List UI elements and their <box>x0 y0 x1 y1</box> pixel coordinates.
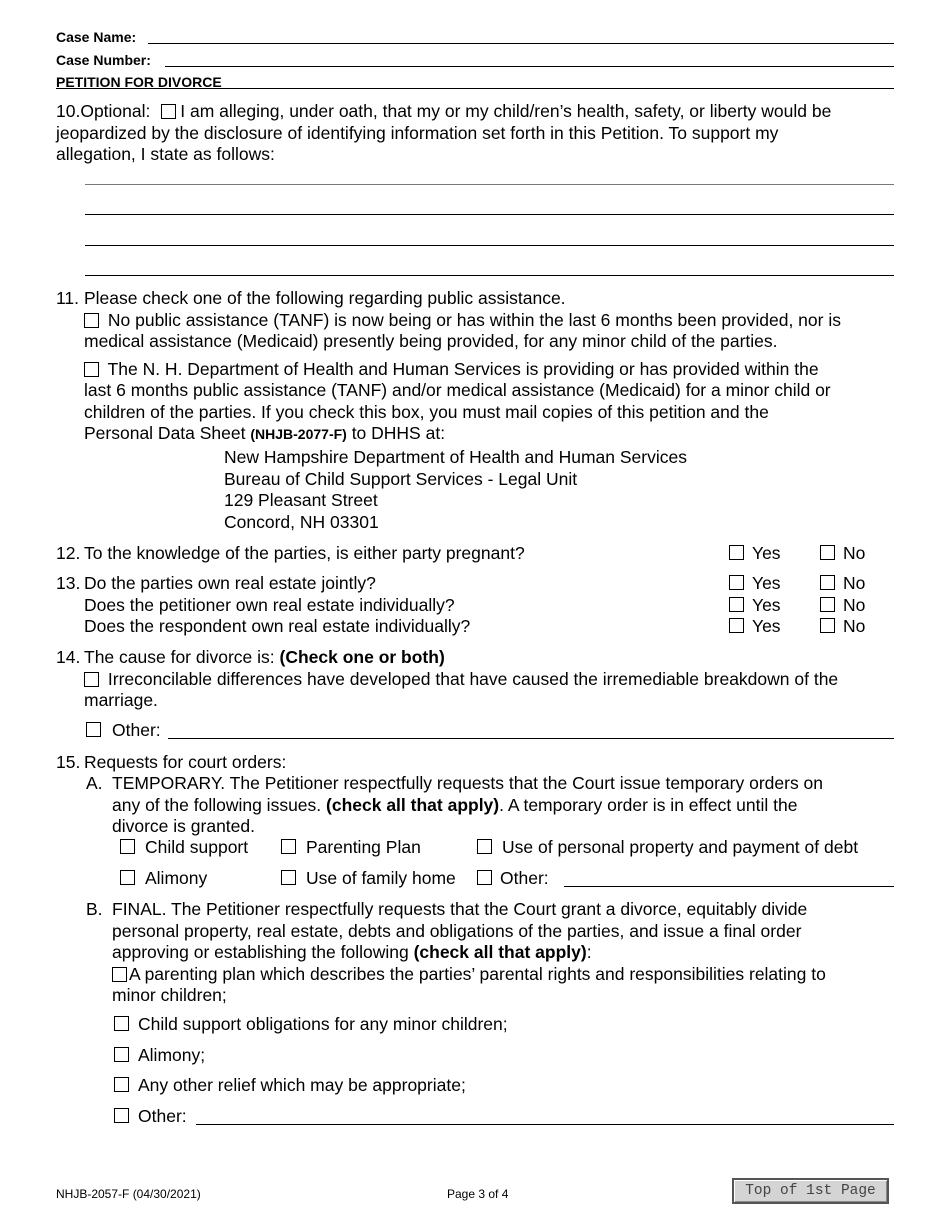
item-11-option-2-text-3: children of the parties. If you check this box, you must mail copies of this petition and the <box>84 401 769 422</box>
item-15-a-text-1: TEMPORARY. The Petitioner respectfully requests that the Court issue temporary orders on <box>112 773 824 793</box>
final-other-relief-label: Any other relief which may be appropriate; <box>138 1075 466 1095</box>
item-15-number: 15. <box>56 752 81 772</box>
final-other-label: Other: <box>138 1106 187 1126</box>
item-13-q3-yes-checkbox[interactable] <box>729 618 744 633</box>
item-11-option-1-text-1: No public assistance (TANF) is now being or has within the last 6 months been provided, nor is <box>107 309 841 330</box>
item-15-a-letter: A. <box>86 773 103 793</box>
item-10-answer-line-1[interactable] <box>85 184 894 185</box>
final-alimony-checkbox[interactable] <box>114 1047 129 1062</box>
item-11-option-1-checkbox[interactable] <box>84 313 99 328</box>
temp-family-home-label: Use of family home <box>306 868 456 888</box>
item-13-question-2: Does the petitioner own real estate individually? <box>84 595 455 615</box>
address-line: Bureau of Child Support Services - Legal Unit <box>224 468 578 489</box>
item-11-option-2-text-4b: to DHHS at: <box>346 423 446 443</box>
temp-other-checkbox[interactable] <box>477 870 492 885</box>
item-14-other-checkbox[interactable] <box>86 722 101 737</box>
item-10-answer-line-4[interactable] <box>85 275 894 276</box>
final-child-support-checkbox[interactable] <box>114 1016 129 1031</box>
item-11-option-2-text-2: last 6 months public assistance (TANF) and/or medical assistance (Medicaid) for a minor child or <box>84 380 831 400</box>
item-13-q2-no-checkbox[interactable] <box>820 597 835 612</box>
item-10-answer-line-3[interactable] <box>85 245 894 246</box>
item-15-a-text-2-bold: (check all that apply) <box>326 794 500 815</box>
dhhs-address <box>224 447 687 533</box>
item-13-q2-yes-checkbox[interactable] <box>729 597 744 612</box>
item-15-a <box>112 773 902 838</box>
item-11-option-2-checkbox[interactable] <box>84 362 99 377</box>
item-14-option-1-text-2: marriage. <box>84 690 158 710</box>
address-line: New Hampshire Department of Health and Human Services <box>224 447 687 467</box>
item-12-no-checkbox[interactable] <box>820 545 835 560</box>
yes-label: Yes <box>752 616 781 636</box>
temp-other-label: Other: <box>500 868 549 888</box>
temp-family-home-checkbox[interactable] <box>281 870 296 885</box>
item-11 <box>84 288 904 446</box>
item-12-question: To the knowledge of the parties, is either party pregnant? <box>84 543 525 563</box>
page-number: Page 3 of 4 <box>447 1187 509 1201</box>
item-13-number: 13. <box>56 573 81 593</box>
item-12-yes-checkbox[interactable] <box>729 545 744 560</box>
temp-parenting-plan-checkbox[interactable] <box>281 839 296 854</box>
item-10-text-2: jeopardized by the disclosure of identifying information set forth in this Petition. To support my <box>56 122 779 143</box>
case-number-field[interactable] <box>165 66 894 67</box>
item-15-b-text-3-bold: (check all that apply) <box>413 942 587 962</box>
item-13-q1-no-checkbox[interactable] <box>820 575 835 590</box>
address-line: 129 Pleasant Street <box>224 490 378 510</box>
header-divider <box>56 88 894 89</box>
item-10-prefix: Optional: <box>80 101 151 121</box>
temp-personal-property-checkbox[interactable] <box>477 839 492 854</box>
item-14-intro-bold: (Check one or both) <box>279 647 445 667</box>
temp-alimony-checkbox[interactable] <box>120 870 135 885</box>
item-11-option-1-text-2: medical assistance (Medicaid) presently being provided, for any minor child of the parties. <box>84 331 778 351</box>
item-15-b-text-2: personal property, real estate, debts and obligations of the parties, and issue a final order <box>112 920 802 941</box>
yes-label: Yes <box>752 543 781 563</box>
item-11-option-2-text-4: Personal Data Sheet <box>84 423 251 443</box>
temp-personal-property-label: Use of personal property and payment of debt <box>502 837 859 857</box>
item-10-answer-line-2[interactable] <box>85 214 894 215</box>
item-11-intro: Please check one of the following regarding public assistance. <box>84 288 566 308</box>
no-label: No <box>843 543 866 563</box>
temp-child-support-checkbox[interactable] <box>120 839 135 854</box>
item-15-b <box>112 899 902 1007</box>
item-14-number: 14. <box>56 647 81 667</box>
final-alimony-label: Alimony; <box>138 1045 206 1065</box>
final-other-relief-checkbox[interactable] <box>114 1077 129 1092</box>
item-10-checkbox[interactable] <box>161 104 176 119</box>
item-13-q3-no-checkbox[interactable] <box>820 618 835 633</box>
top-of-first-page-button[interactable]: Top of 1st Page <box>732 1178 889 1204</box>
final-parenting-plan-text-2: minor children; <box>112 985 227 1005</box>
item-14-other-label: Other: <box>112 720 161 740</box>
item-11-option-2-text-1: The N. H. Department of Health and Human Services is providing or has provided within the <box>107 358 819 379</box>
petition-title: PETITION FOR DIVORCE <box>56 74 222 90</box>
address-line: Concord, NH 03301 <box>224 511 379 532</box>
item-14-intro: The cause for divorce is: <box>84 647 280 667</box>
case-number-label: Case Number: <box>56 52 151 68</box>
item-10-text-1: I am alleging, under oath, that my or my child/ren’s health, safety, or liberty would be <box>180 101 832 121</box>
form-id: NHJB-2057-F (04/30/2021) <box>56 1187 201 1201</box>
item-10 <box>56 101 906 166</box>
temp-other-field[interactable] <box>564 886 894 887</box>
item-13-q1-yes-checkbox[interactable] <box>729 575 744 590</box>
item-15-b-letter: B. <box>86 899 103 919</box>
form-code: (NHJB-2077-F) <box>250 426 347 442</box>
item-12-number: 12. <box>56 543 81 563</box>
item-15-intro: Requests for court orders: <box>84 752 287 772</box>
item-15-b-text-3b: : <box>586 942 592 962</box>
temp-parenting-plan-label: Parenting Plan <box>306 837 421 857</box>
item-13-question-3: Does the respondent own real estate individually? <box>84 616 471 636</box>
item-15-b-text-1: FINAL. The Petitioner respectfully requests that the Court grant a divorce, equitably divide <box>112 899 808 919</box>
item-15-a-text-2b: . A temporary order is in effect until the <box>499 794 798 815</box>
item-14 <box>84 647 904 712</box>
no-label: No <box>843 573 866 593</box>
yes-label: Yes <box>752 595 781 615</box>
final-other-field[interactable] <box>196 1124 894 1125</box>
temp-alimony-label: Alimony <box>145 868 208 888</box>
item-14-other-field[interactable] <box>168 738 894 739</box>
final-parenting-plan-text-1: A parenting plan which describes the parties’ parental rights and responsibilities relating to <box>129 963 826 984</box>
no-label: No <box>843 616 866 636</box>
final-parenting-plan-checkbox[interactable] <box>112 967 127 982</box>
case-name-field[interactable] <box>148 43 894 44</box>
item-10-number: 10. <box>56 101 81 121</box>
item-15-a-text-2: any of the following issues. <box>112 794 327 815</box>
case-name-label: Case Name: <box>56 29 137 45</box>
final-other-checkbox[interactable] <box>114 1108 129 1123</box>
no-label: No <box>843 595 866 615</box>
final-child-support-label: Child support obligations for any minor children; <box>138 1014 508 1034</box>
yes-label: Yes <box>752 573 781 593</box>
item-15-b-text-3: approving or establishing the following <box>112 942 414 962</box>
item-10-text-3: allegation, I state as follows: <box>56 144 275 164</box>
item-13-question-1: Do the parties own real estate jointly? <box>84 573 376 593</box>
item-14-irreconcilable-checkbox[interactable] <box>84 672 99 687</box>
item-15-a-text-3: divorce is granted. <box>112 816 255 836</box>
item-14-option-1-text-1: Irreconcilable differences have developed that have caused the irremediable breakdown of the <box>107 668 839 689</box>
temp-child-support-label: Child support <box>145 837 249 857</box>
item-11-number: 11. <box>56 288 80 308</box>
